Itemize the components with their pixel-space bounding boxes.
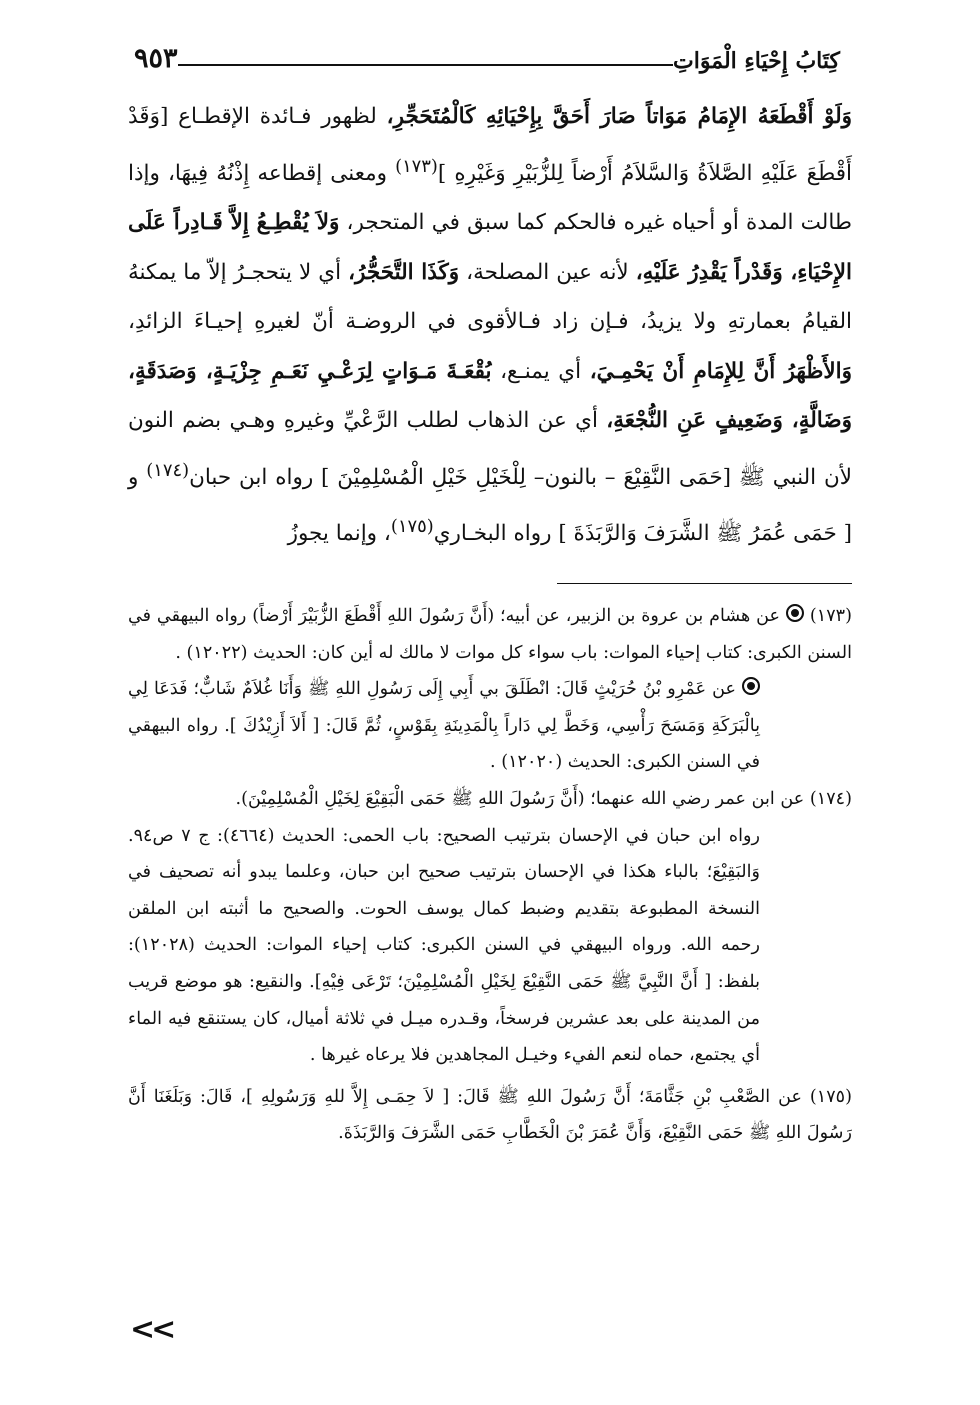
- footnote-text: عن عَمْرِو بْنُ حُرَيْثٍ قَالَ: انْطَلَقَ بي أَبِي إِلَى رَسُولِ اللهِ ﷺ وَأَنَا غُلاَمٌ شَابٌّ؛ فَدَعَا لِي بِالْبَرَكَةِ وَمَسَحَ رَأْسِي، وَخَطَّ لِي دَاراً بِالْمَدِينَةِ بِقَوْسٍ، ثُمَّ قَالَ: [ أَلاَ أَزِيْدُكَ ]. رواه البيهقي في السنن الكبرى: الحديث (١٢٠٢٠) .: [128, 679, 760, 773]
- matn-text: بُقْعَـةَ مَـوَاتٍ لِرَعْـيِ نَعَـمِ جِزْيَـةٍ، وَصَدَقَةٍ، وَضَالَّةٍ، وَضَعِيفٍ عَنِ النُّجْعَةِ،: [128, 358, 852, 434]
- footnote-number: (١٧٣): [809, 606, 853, 626]
- matn-text: وَالأَظْهَرُ أَنَّ لِلإِمَامِ أَنْ يَحْمِـيَ،: [589, 358, 852, 384]
- footnote-175: [128, 1079, 852, 1152]
- commentary-text: أي يمنـع،: [491, 358, 590, 384]
- matn-text: وَكَذَا التَّحَجُّرُ،: [348, 259, 460, 285]
- book-title: كِتَابُ إِحْيَاءِ الْمَوَاتِ: [673, 48, 840, 74]
- commentary-text: أي عن الذهاب لطلب الرَّعْيِّ وغيرهِ وهـي بضم النون لأن النبي ﷺ [حَمَى النَّقِيْعَ – بالنون– لِلْخَيْلِ خَيْلِ الْمُسْلِمِيْنَ ] رواه ابن حبان: [128, 408, 853, 490]
- footnote-173: [128, 598, 852, 671]
- bullet-icon: [742, 677, 760, 695]
- header-rule: [178, 64, 674, 66]
- main-text: [128, 92, 852, 559]
- footnotes: [128, 598, 852, 1152]
- commentary-text: لظهور فـائدة الإقطـاع: [168, 104, 387, 129]
- continuation-arrow-icon: <<: [130, 1312, 173, 1347]
- matn-text: وَلاَ يُقْطِـعُ إِلاَّ قَـادِراً عَلَى الإِحْيَاءِ، وَقَدْراً يَقْدِرُ عَلَيْهِ،: [128, 210, 852, 285]
- footnote-174: [128, 781, 852, 818]
- main-paragraph: [128, 92, 852, 559]
- page-number: ٩٥٣: [134, 43, 178, 74]
- footnote-text: عن هشام بن عروة بن الزبير، عن أبيه؛ (أَنَّ رَسُولَ اللهِ أَقْطَعَ الزُّبَيْرَ أَرْضاً) رواه البيهقي في السنن الكبرى: كتاب إحياء الموات: باب سواء كل موات لا مالك له أين كان: الحديث (١٢٠٢٢) .: [128, 606, 852, 663]
- footnote-text: عن الصَّعْبِ بْنِ جَثَّامَةَ؛ أَنَّ رَسُولَ اللهِ ﷺ قَالَ: [ لاَ حِمَـى إِلاَّ للهِ وَرَسُولِهِ ]، قَالَ: وَبَلَغَنَا أَنَّ رَسُولَ اللهِ ﷺ حَمَى النَّقِيْعَ، وَأَنَّ عُمَرَ بْنَ الْخَطَّابِ حَمَى الشَّرَفَ وَالرَّبَذَةَ.: [128, 1086, 852, 1144]
- commentary-text: ، وإنما يجوزُ: [287, 521, 391, 547]
- footnote-number: (١٧٤): [809, 788, 852, 809]
- commentary-text: و [ حَمَى عُمَرُ ﷺ الشَّرَفَ وَالرَّبَذَةَ ] رواه البخـاري: [128, 464, 852, 547]
- footnote-number: (١٧٥): [809, 1086, 852, 1107]
- footnote-ref[interactable]: (١٧٣): [395, 155, 438, 177]
- footnote-ref[interactable]: (١٧٥): [390, 516, 434, 538]
- hadith-quote: [وَقَدْ أَقْطَعَ عَلَيْهِ الصَّلاَةُ وَالسَّلاَمُ أَرْضاً لِلزُّبَيْرِ وَغَيْرِهِ ]: [128, 104, 852, 186]
- commentary-text: أي لا يتحجـرُ إلاّ ما يمكنهُ القيامُ بعمارتهِ ولا يزيدُ، فـإن زاد فـالأقوى في الروضـة أنّ لغيرهِ إحيـاءَ الزائدِ،: [128, 259, 852, 335]
- bullet-icon: [786, 604, 804, 622]
- footnote-separator: [557, 583, 852, 584]
- footnote-text: عن ابن عمر رضي الله عنهما؛ (أَنَّ رَسُولَ اللهِ ﷺ حَمَى الْبَقِيْعَ لِخَيْلِ الْمُسْلِمِيْنَ).: [235, 788, 805, 809]
- matn-text: وَلَوْ أَقْطَعَهُ الإِمَامُ مَوَاتاً صَارَ أَحَقَّ بِإِحْيَائِهِ كَالْمُتَحَجِّرِ،: [386, 104, 852, 129]
- footnote-text: رواه ابن حبان في الإحسان بترتيب الصحيح: باب الحمى: الحديث (٤٦٦٤): ج ٧ ص٩٤. وَالبَقِيْعَ؛ بالباء هكذا في الإحسان بترتيب صحيح ابن حبان، وعلىما يبدو أنه تصحيف في النسخة المطبوعة بتقديم وضبط كمال يوسف الحوت. والصحيح ما أثبته ابن الملقن رحمه الله. ورواه البيهقي في السنن الكبرى: كتاب إحياء الموات: الحديث (١٢٠٢٨): بلفظ: [ أَنَّ النَّبِيَّ ﷺ حَمَى النَّقِيْعَ لِخَيْلِ الْمُسْلِمِيْنَ؛ تَرْعَى فِيْهِ]. والنقيع: هو موضع قريب من المدينة على بعد عشرين فرسخاً، وقـدره ميـل في ثلاثة أميال، كان يستنقع فيه الماء أي يجتمع، حماه لنعم الفيء وخيـل المجاهدين فلا يرعاه غيرها .: [128, 825, 760, 1066]
- footnote-ref[interactable]: (١٧٤): [146, 459, 190, 481]
- commentary-text: ومعنى إقطاعه إِذْنُهُ فِيهَا، وإذا طالت المدة أو أحياه غيره فالحكم كما سبق في المتحجر،: [128, 160, 852, 236]
- running-header: [120, 32, 852, 72]
- commentary-text: لأنه عين المصلحة،: [459, 259, 636, 285]
- footnote-173-continued: [128, 671, 852, 781]
- footnote-174-continued: [128, 818, 852, 1074]
